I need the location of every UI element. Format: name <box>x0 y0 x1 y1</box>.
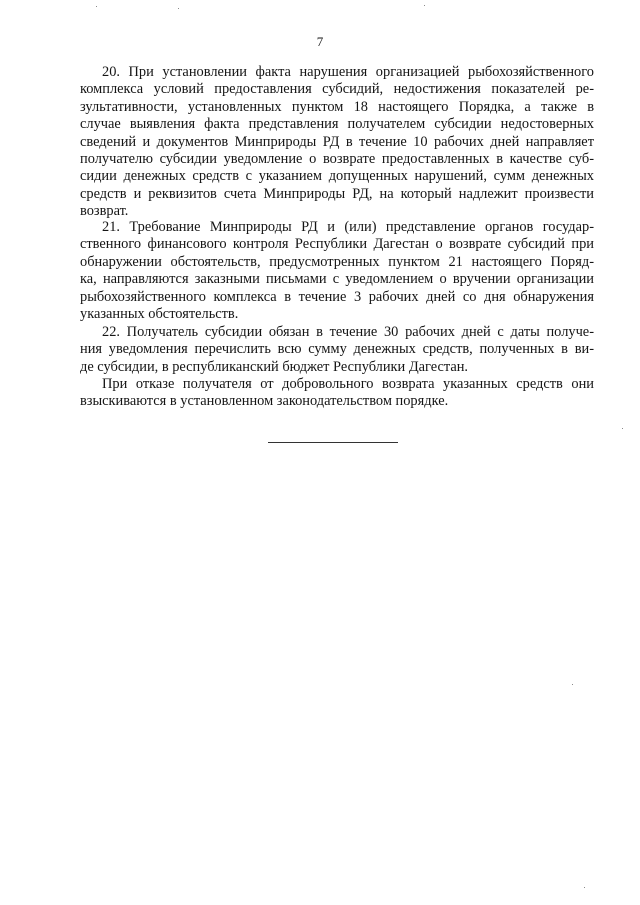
page-number: 7 <box>316 34 324 49</box>
paragraph-line: 20. При установлении факта нарушения организацией рыбохозяйственного <box>102 64 594 80</box>
paragraph-line: сведений и документов Минприроды РД в течение 10 рабочих дней направляет <box>80 133 594 150</box>
scan-speck <box>572 684 573 685</box>
scan-speck <box>96 6 97 7</box>
end-divider-line <box>268 442 398 443</box>
paragraph-line: комплекса условий предоставления субсидий, недостижения показателей ре- <box>80 81 594 98</box>
paragraph-line: При отказе получателя от добровольного возврата указанных средств они <box>102 376 594 392</box>
scan-speck <box>178 8 179 9</box>
paragraph-22 <box>80 324 594 376</box>
paragraph-line: зультативности, установленных пунктом 18 настоящего Порядка, а также в <box>80 98 594 115</box>
paragraph-line: обнаружении обстоятельств, предусмотренных пунктом 21 настоящего Поряд- <box>80 253 594 270</box>
scan-speck <box>424 5 425 6</box>
paragraph-line: возврат. <box>80 203 129 220</box>
paragraph-line: ния уведомления перечислить всю сумму денежных средств, полученных в ви- <box>80 341 594 358</box>
paragraph-line: указанных обстоятельств. <box>80 306 239 323</box>
paragraph-20 <box>80 64 594 221</box>
paragraph-21 <box>80 219 594 323</box>
paragraph-line: рыбохозяйственного комплекса в течение 3 рабочих дней со дня обнаружения <box>80 288 594 305</box>
paragraph-line: ственного финансового контроля Республики Дагестан о возврате субсидий при <box>80 236 594 253</box>
paragraph-line: получателю субсидии уведомление о возврате предоставленных в качестве суб- <box>80 151 594 168</box>
paragraph-line: де субсидии, в республиканский бюджет Республики Дагестан. <box>80 358 469 375</box>
paragraph-line: случае выявления факта представления получателем субсидии недостоверных <box>80 116 594 133</box>
paragraph-line: 22. Получатель субсидии обязан в течение 30 рабочих дней с даты получе- <box>102 324 594 340</box>
scan-speck <box>622 428 623 429</box>
paragraph-line: средств и реквизитов счета Минприроды РД, на который надлежит произвести <box>80 185 594 202</box>
paragraph-line: ка, направляются заказными письмами с уведомлением о вручении организации <box>80 271 594 288</box>
paragraph-line: сидии денежных средств с указанием допущенных нарушений, сумм денежных <box>80 168 594 185</box>
scan-speck <box>584 887 585 888</box>
paragraph-line: 21. Требование Минприроды РД и (или) представление органов государ- <box>102 219 594 235</box>
paragraph-line: взыскиваются в установленном законодательством порядке. <box>80 393 449 410</box>
paragraph-refusal <box>80 376 594 411</box>
